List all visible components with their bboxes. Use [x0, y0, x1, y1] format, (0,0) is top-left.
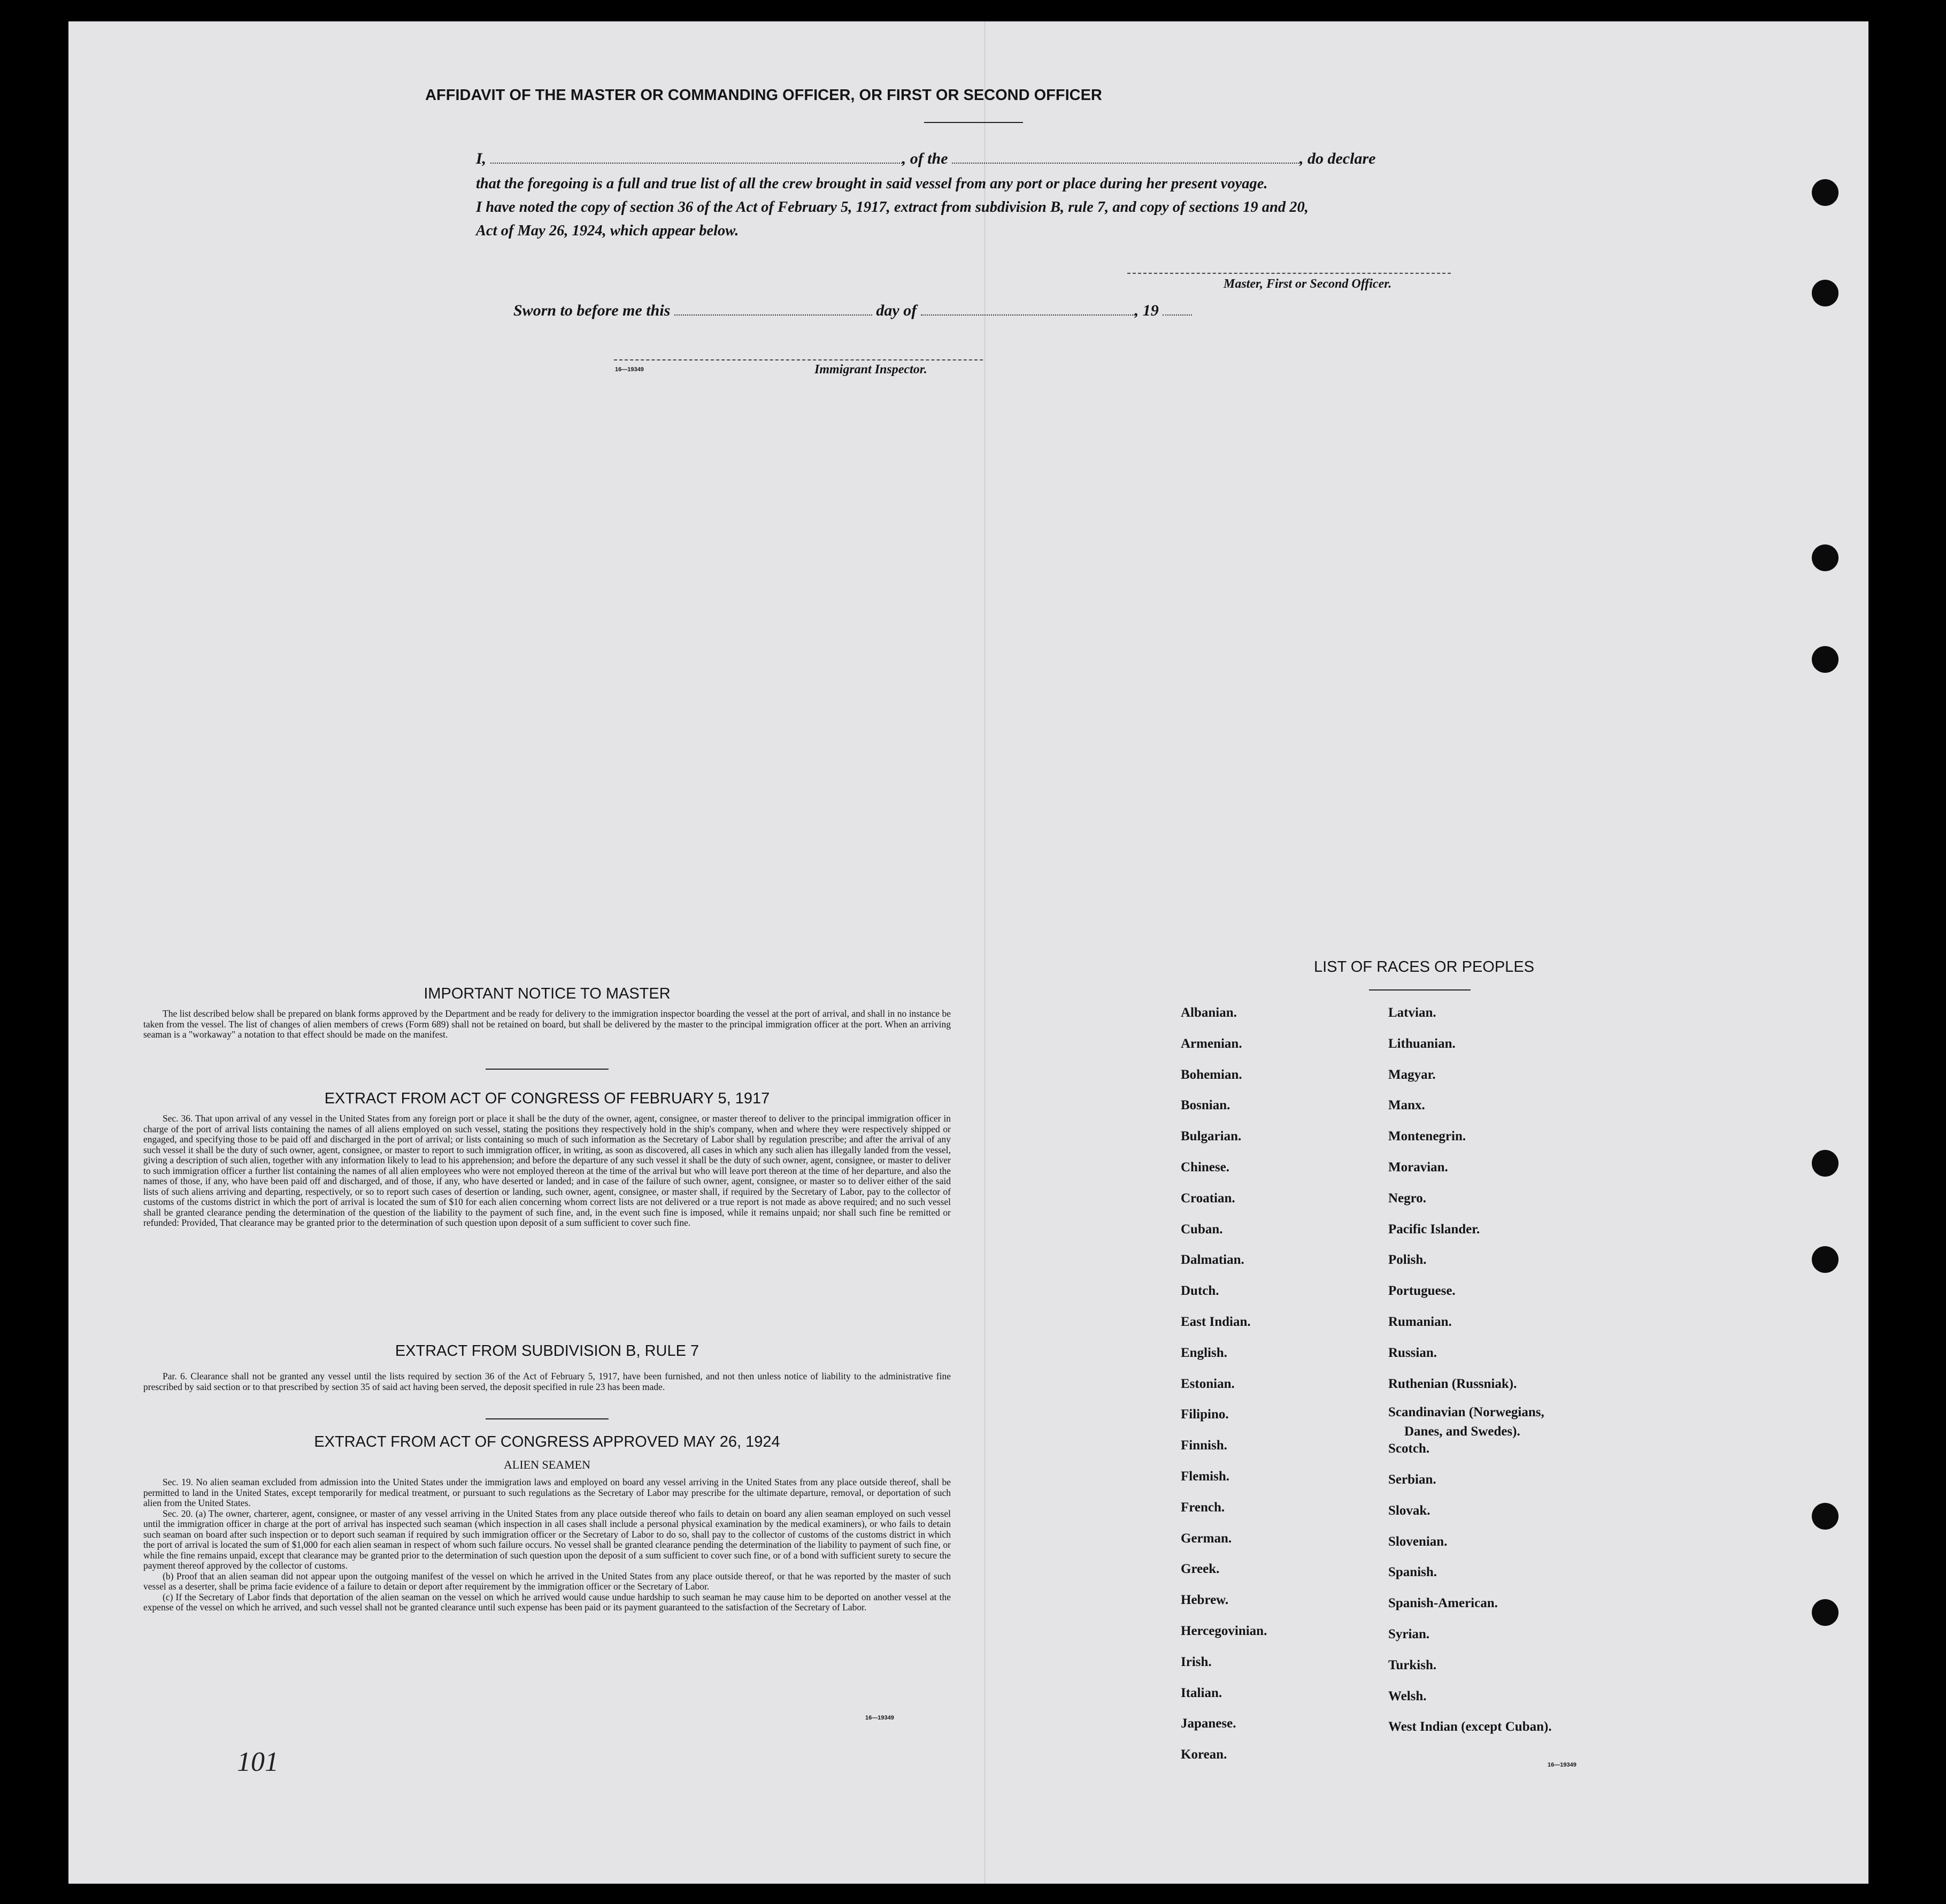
affidavit-of-the: , of the — [902, 150, 948, 167]
races-title: LIST OF RACES OR PEOPLES — [1313, 958, 1535, 976]
race-item: Magyar. — [1388, 1067, 1436, 1082]
subdivision-b-text — [143, 1371, 951, 1392]
sec-20c-paragraph: (c) If the Secretary of Labor finds that deportation of the alien seaman on the vessel on which he arrived would cause undue hardship to such seaman he may cause him to be deported on another vessel at the expense of the vessel on which he arrived, and such vessel shall not be granted clearance until such expense has been paid or its payment guaranteed to the satisfaction of the Secretary of Labor. — [143, 1591, 951, 1613]
inspector-label: Immigrant Inspector. — [814, 363, 927, 377]
race-item: Polish. — [1388, 1253, 1427, 1268]
race-item: Dalmatian. — [1181, 1253, 1244, 1268]
binder-hole — [1812, 280, 1839, 306]
binder-hole — [1812, 1599, 1839, 1626]
race-item: West Indian (except Cuban). — [1388, 1719, 1552, 1734]
month-field[interactable] — [921, 314, 1135, 316]
race-item: Bosnian. — [1181, 1098, 1230, 1113]
race-item: Greek. — [1181, 1562, 1220, 1577]
race-item: Bulgarian. — [1181, 1129, 1242, 1144]
binder-hole — [1812, 179, 1839, 206]
race-item: English. — [1181, 1345, 1227, 1360]
race-item: Armenian. — [1181, 1036, 1242, 1051]
race-item: Italian. — [1181, 1685, 1222, 1700]
race-item: Korean. — [1181, 1747, 1227, 1762]
binder-hole — [1812, 1150, 1839, 1177]
sworn-text: Sworn to before me this — [513, 302, 671, 319]
section-rule — [486, 1418, 609, 1419]
race-item: Spanish. — [1388, 1565, 1437, 1580]
extract-1924-text — [143, 1477, 951, 1613]
notice-paragraph: The list described below shall be prepared on blank forms approved by the Department and be ready for delivery to the immigration inspector boarding the vessel at the port of arrival, and shall in no instance be taken from the vessel. The list of changes of alien members of crews (Form 689) shall not be retained on board, but shall be delivered by the master to the principal immigration officer at the port. When an arriving seaman is a "workaway" a notation to that effect should be made on the manifest. — [143, 1008, 951, 1040]
race-item: Hercegovinian. — [1181, 1624, 1267, 1638]
race-item: Manx. — [1388, 1098, 1425, 1113]
affidavit-title: AFFIDAVIT OF THE MASTER OR COMMANDING OFFICER, OR FIRST OR SECOND OFFICER — [425, 87, 1102, 104]
race-item: Lithuanian. — [1388, 1036, 1456, 1051]
race-item: Estonian. — [1181, 1376, 1235, 1391]
race-item: Turkish. — [1388, 1657, 1437, 1672]
binder-hole — [1812, 1503, 1839, 1530]
extract-1924-title: EXTRACT FROM ACT OF CONGRESS APPROVED MAY 26, 1924 — [314, 1433, 780, 1450]
vessel-field[interactable] — [952, 163, 1299, 164]
race-item: French. — [1181, 1500, 1225, 1515]
race-item: Ruthenian (Russniak). — [1388, 1376, 1517, 1391]
section-rule — [486, 1069, 609, 1070]
race-item: Serbian. — [1388, 1472, 1436, 1487]
inspector-signature-line[interactable] — [614, 359, 983, 360]
race-item: Bohemian. — [1181, 1067, 1242, 1082]
race-item: Negro. — [1388, 1191, 1427, 1206]
year-field[interactable] — [1163, 314, 1192, 316]
race-item: Slovak. — [1388, 1503, 1430, 1518]
race-item: Spanish-American. — [1388, 1596, 1498, 1611]
race-item: Latvian. — [1388, 1005, 1436, 1020]
sec-20a-paragraph: Sec. 20. (a) The owner, charterer, agent, consignee, or master of any vessel arriving in the United States from any place outside thereof who fails to detain on board any alien seaman employed on such vessel until the immigration officer in charge at the port of arrival has inspected such seaman (which inspection in all cases shall include a personal physical examination by the medical examiners), or who fails to detain such seaman on board after such inspection or to deport such seaman if required by such immigration officer or the Secretary of Labor to do so, shall pay to the collector of customs of the customs district in which the port of arrival is located the sum of $1,000 for each alien seaman in respect of whom such failure occurs. No vessel shall be granted clearance pending the determination of the liability to payment of such fine, or while the fine remains unpaid, except that clearance may be granted prior to the determination of such question upon the deposit of a sum sufficient to cover such fine, or of a bond with sufficient surety to secure the payment thereof approved by the collector of customs. — [143, 1508, 951, 1571]
races-title-rule — [1369, 989, 1471, 991]
sec-19-paragraph: Sec. 19. No alien seaman excluded from admission into the United States under the immigration laws and employed on board any vessel arriving in the United States from any place outside thereof, shall be permitted to land in the United States, except temporarily for medical treatment, or pursuant to such regulations as the Secretary of Labor may prescribe for the ultimate departure, removal, or deportation of such alien from the United States. — [143, 1477, 951, 1508]
race-item: Moravian. — [1388, 1160, 1448, 1174]
race-item: Chinese. — [1181, 1160, 1229, 1174]
race-item: Cuban. — [1181, 1222, 1223, 1237]
race-item: German. — [1181, 1531, 1232, 1546]
handwritten-number: 101 — [237, 1747, 279, 1777]
extract-1917-title: EXTRACT FROM ACT OF CONGRESS OF FEBRUARY 5, 1917 — [324, 1090, 770, 1107]
name-field[interactable] — [490, 163, 902, 164]
form-number-notice: 16—19349 — [865, 1715, 894, 1721]
title-rule — [924, 122, 1023, 123]
race-item: Hebrew. — [1181, 1593, 1229, 1608]
affidavit-line3: I have noted the copy of section 36 of the Act of February 5, 1917, extract from subdivision B, rule 7, and copy of sections 19 and 20, — [476, 199, 1309, 216]
race-item: Montenegrin. — [1388, 1129, 1466, 1144]
day-of-text: day of — [876, 302, 917, 319]
affidavit-line2: that the foregoing is a full and true list of all the crew brought in said vessel from any port or place during her present voyage. — [476, 175, 1268, 192]
affidavit-line4: Act of May 26, 1924, which appear below. — [476, 222, 739, 239]
affidavit-line1 — [476, 150, 1540, 168]
document-page — [68, 21, 1868, 1884]
extract-1917-text — [143, 1114, 951, 1229]
extract-1917-paragraph: Sec. 36. That upon arrival of any vessel in the United States from any foreign port or place it shall be the duty of the owner, agent, consignee, or master thereof to deliver to the principal immigration officer in charge of the port of arrival lists containing the names of all aliens employed on such vessel, stating the positions they respectively hold in the ship's company, when and where they were respectively shipped or engaged, and specifying those to be paid off and discharged in the port of arrival; or lists containing so much of such information as the Secretary of Labor shall by regulation prescribe; and after the arrival of any such vessel it shall be the duty of such owner, agent, consignee, or master to report to such immigration officer, in writing, as soon as discovered, all cases in which any such alien has illegally landed from the vessel, giving a description of such alien, together with any information likely to lead to his apprehension; and before the departure of any such vessel it shall be the duty of such owner, agent, consignee, or master to deliver to such immigration officer a further list containing the names of all alien employees who were not employed thereon at the time of the arrival but who will leave port thereon at the time of her departure, and also the names of those, if any, who have been paid off and discharged, and of those, if any, who have deserted or landed; and in case of the failure of such owner, agent, consignee, or master so to deliver either of the said lists of such aliens arriving and departing, respectively, or so to report such cases of desertion or landing, such owner, agent, consignee, or master shall, if required by the Secretary of Labor, pay to the collector of customs of the customs district in which the port of arrival is located the sum of $10 for each alien concerning whom correct lists are not delivered or a true report is not made as above required; and no such vessel shall be granted clearance pending the determination of the question of the liability to the payment of such fine, and, in the event such fine is imposed, while it remains unpaid; nor shall such fine be remitted or refunded: Provided, That clearance may be granted prior to the determination of such question upon deposit of a sum sufficient to cover such fine. — [143, 1113, 951, 1228]
sec-20b-paragraph: (b) Proof that an alien seaman did not appear upon the outgoing manifest of the vessel on which he arrived in the United States from any place outside thereof, or that he was reported by the master of such vessel as a deserter, shall be prima facie evidence of a failure to detain or deport after requirement by the immigration officer or the Secretary of Labor. — [143, 1570, 951, 1592]
binder-hole — [1812, 1246, 1839, 1273]
race-item: Rumanian. — [1388, 1315, 1452, 1329]
race-item: Flemish. — [1181, 1469, 1229, 1484]
race-item: Pacific Islander. — [1388, 1222, 1480, 1237]
race-item: Japanese. — [1181, 1716, 1236, 1731]
race-item: Scotch. — [1388, 1441, 1430, 1456]
race-item: Dutch. — [1181, 1284, 1219, 1299]
alien-seamen-subtitle: ALIEN SEAMEN — [504, 1458, 590, 1471]
notice-text — [143, 1009, 951, 1040]
race-item: Filipino. — [1181, 1407, 1229, 1422]
race-item: Slovenian. — [1388, 1534, 1448, 1549]
subdivision-b-paragraph: Par. 6. Clearance shall not be granted any vessel until the lists required by section 36 of the Act of February 5, 1917, have been furnished, and not then unless notice of liability to the administrative fine prescribed by said section or to that prescribed by section 35 of said act having been served, the deposit specified in rule 23 has been made. — [143, 1371, 951, 1392]
signature-label: Master, First or Second Officer. — [1224, 277, 1392, 291]
subdivision-b-title: EXTRACT FROM SUBDIVISION B, RULE 7 — [395, 1342, 699, 1360]
binder-hole — [1812, 544, 1839, 571]
notice-title: IMPORTANT NOTICE TO MASTER — [424, 985, 671, 1002]
race-item: Finnish. — [1181, 1438, 1227, 1453]
binder-hole — [1812, 646, 1839, 673]
year-prefix: , 19 — [1134, 302, 1159, 319]
race-item: Irish. — [1181, 1654, 1212, 1669]
sworn-line — [513, 302, 1192, 320]
race-item: Danes, and Swedes). — [1404, 1424, 1520, 1439]
signature-line[interactable] — [1127, 273, 1451, 274]
race-item: Welsh. — [1388, 1688, 1427, 1703]
affidavit-declare: , do declare — [1299, 150, 1376, 167]
race-item: East Indian. — [1181, 1315, 1251, 1329]
form-number-races: 16—19349 — [1548, 1762, 1576, 1768]
race-item: Portuguese. — [1388, 1284, 1456, 1299]
form-number-top: 16—19349 — [615, 366, 644, 373]
day-field[interactable] — [674, 314, 872, 316]
race-item: Scandinavian (Norwegians, — [1388, 1405, 1544, 1420]
affidavit-i: I, — [476, 150, 487, 167]
race-item: Croatian. — [1181, 1191, 1235, 1206]
race-item: Albanian. — [1181, 1005, 1237, 1020]
race-item: Syrian. — [1388, 1627, 1430, 1641]
race-item: Russian. — [1388, 1345, 1437, 1360]
